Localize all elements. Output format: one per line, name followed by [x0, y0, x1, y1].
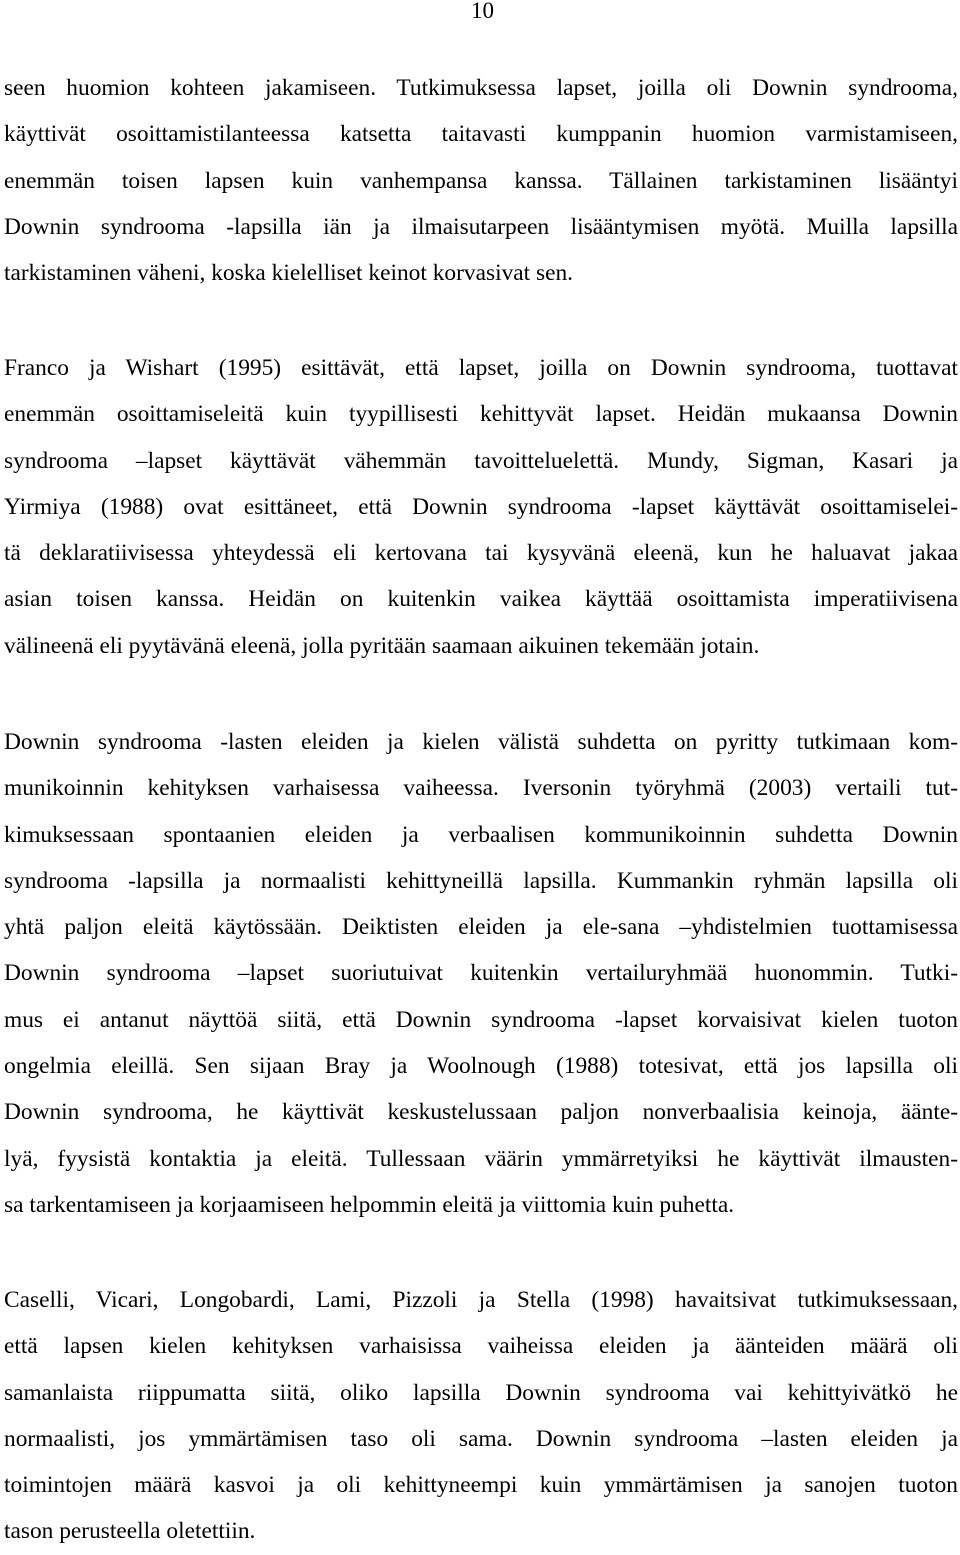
page-number: 10	[471, 0, 494, 23]
text-line: syndrooma -lapsilla ja normaalisti kehittyneillä lapsilla. Kummankin ryhmän lapsilla oli	[4, 867, 958, 894]
paragraph-2	[4, 345, 958, 669]
text-line: munikoinnin kehityksen varhaisessa vaiheessa. Iversonin työryhmä (2003) vertaili tut-	[4, 775, 958, 802]
text-line: Caselli, Vicari, Longobardi, Lami, Pizzoli ja Stella (1998) havaitsivat tutkimuksessaan,	[4, 1287, 958, 1313]
text-line: Downin syndrooma, he käyttivät keskustelussaan paljon nonverbaalisia keinoja, äänte-	[4, 1099, 958, 1126]
text-line: mus ei antanut näyttöä siitä, että Downin syndrooma -lapset korvaisivat kielen tuoton	[4, 1006, 958, 1033]
paragraph-4	[4, 1277, 958, 1555]
text-line: Downin syndrooma -lapsilla iän ja ilmaisutarpeen lisääntymisen myötä. Muilla lapsilla	[4, 213, 958, 240]
text-line: enemmän toisen lapsen kuin vanhempansa kanssa. Tällainen tarkistaminen lisääntyi	[4, 167, 958, 194]
text-line: välineenä eli pyytävänä eleenä, jolla pyritään saamaan aikuinen tekemään jotain.	[4, 632, 760, 659]
text-line: Downin syndrooma -lasten eleiden ja kielen välistä suhdetta on pyritty tutkimaan kom-	[4, 729, 958, 755]
text-line: sa tarkentamiseen ja korjaamiseen helpommin eleitä ja viittomia kuin puhetta.	[4, 1191, 735, 1218]
text-line: ongelmia eleillä. Sen sijaan Bray ja Woolnough (1988) totesivat, että jos lapsilla oli	[4, 1053, 958, 1080]
text-line: samanlaista riippumatta siitä, oliko lapsilla Downin syndrooma vai kehittyivätkö he	[4, 1379, 958, 1406]
text-line: lyä, fyysistä kontaktia ja eleitä. Tullessaan väärin ymmärretyiksi he käyttivät ilmausten-	[4, 1145, 958, 1172]
paragraph-3	[4, 719, 958, 1228]
text-line: asian toisen kanssa. Heidän on kuitenkin vaikea käyttää osoittamista imperatiivisena	[4, 586, 958, 613]
text-line: toimintojen määrä kasvoi ja oli kehittyneempi kuin ymmärtämisen ja sanojen tuoton	[4, 1472, 958, 1499]
text-line: syndrooma –lapset käyttävät vähemmän tavoitteluelettä. Mundy, Sigman, Kasari ja	[4, 447, 958, 474]
text-line: yhtä paljon eleitä käytössään. Deiktisten eleiden ja ele-sana –yhdistelmien tuottamisessa	[4, 914, 958, 941]
text-line: että lapsen kielen kehityksen varhaisissa vaiheissa eleiden ja äänteiden määrä oli	[4, 1333, 958, 1360]
paragraph-1	[4, 65, 958, 296]
text-line: tarkistaminen väheni, koska kielelliset keinot korvasivat sen.	[4, 260, 574, 287]
text-line: Franco ja Wishart (1995) esittävät, että lapset, joilla on Downin syndrooma, tuottavat	[4, 355, 958, 381]
text-line: tason perusteella oletettiin.	[4, 1518, 256, 1545]
text-line: normaalisti, jos ymmärtämisen taso oli sama. Downin syndrooma –lasten eleiden ja	[4, 1425, 958, 1452]
text-line: käyttivät osoittamistilanteessa katsetta taitavasti kumppanin huomion varmistamiseen,	[4, 121, 958, 148]
text-line: Downin syndrooma –lapset suoriutuivat kuitenkin vertailuryhmää huonommin. Tutki-	[4, 960, 958, 987]
text-line: enemmän osoittamiseleitä kuin tyypillisesti kehittyvät lapset. Heidän mukaansa Downin	[4, 401, 958, 428]
text-line: tä deklaratiivisessa yhteydessä eli kertovana tai kysyvänä eleenä, kun he haluavat jakaa	[4, 540, 958, 567]
text-line: Yirmiya (1988) ovat esittäneet, että Downin syndrooma -lapset käyttävät osoittamiselei-	[4, 493, 958, 520]
text-line: kimuksessaan spontaanien eleiden ja verbaalisen kommunikoinnin suhdetta Downin	[4, 821, 958, 848]
text-line: seen huomion kohteen jakamiseen. Tutkimuksessa lapset, joilla oli Downin syndrooma,	[4, 75, 958, 101]
